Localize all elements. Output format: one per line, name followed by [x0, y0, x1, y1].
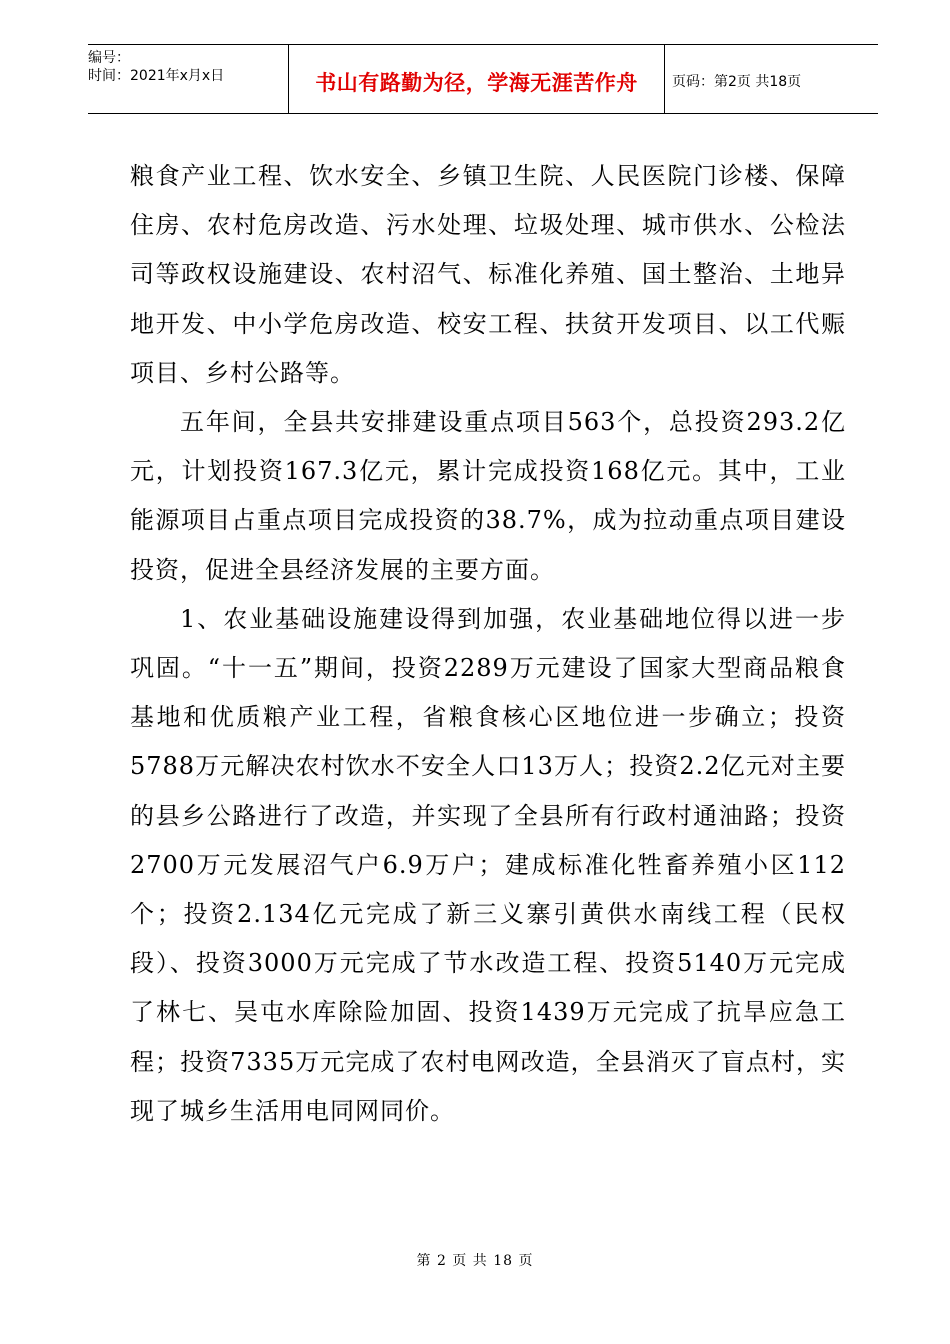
header-meta [88, 49, 288, 85]
header-motto: 书山有路勤为径，学海无涯苦作舟 [315, 71, 638, 95]
paragraph-continued: 粮食产业工程、饮水安全、乡镇卫生院、人民医院门诊楼、保障住房、农村危房改造、污水处理、垃圾处理、城市供水、公检法司等政权设施建设、农村沼气、标准化养殖、国土整治、土地异地开发、中小学危房改造、校安工程、扶贫开发项目、以工代赈项目、乡村公路等。 [130, 162, 846, 387]
header-divider-right [664, 45, 665, 113]
document-body [130, 152, 846, 1136]
page-header [88, 44, 878, 114]
serial-label: 编号： [88, 50, 130, 66]
header-page-code: 页码：第2页 共18页 [672, 74, 802, 90]
paragraph-summary: 五年间，全县共安排建设重点项目563个，总投资293.2亿元，计划投资167.3亿元，累计完成投资168亿元。其中，工业能源项目占重点项目完成投资的38.7%，成为拉动重点项目建设投资，促进全县经济发展的主要方面。 [130, 408, 846, 584]
date-label: 时间：2021年x月x日 [88, 68, 225, 84]
paragraph-agriculture: 1、农业基础设施建设得到加强，农业基础地位得以进一步巩固。“十一五”期间，投资2289万元建设了国家大型商品粮食基地和优质粮产业工程，省粮食核心区地位进一步确立；投资5788万元解决农村饮水不安全人口13万人；投资2.2亿元对主要的县乡公路进行了改造，并实现了全县所有行政村通油路；投资2700万元发展沼气户6.9万户；建成标准化牲畜养殖小区112个；投资2.134亿元完成了新三义寨引黄供水南线工程（民权段）、投资3000万元完成了节水改造工程、投资5140万元完成了林七、吴屯水库除险加固、投资1439万元完成了抗旱应急工程；投资7335万元完成了农村电网改造，全县消灭了盲点村，实现了城乡生活用电同网同价。 [130, 604, 846, 1125]
page-footer: 第 2 页 共 18 页 [416, 1253, 534, 1269]
